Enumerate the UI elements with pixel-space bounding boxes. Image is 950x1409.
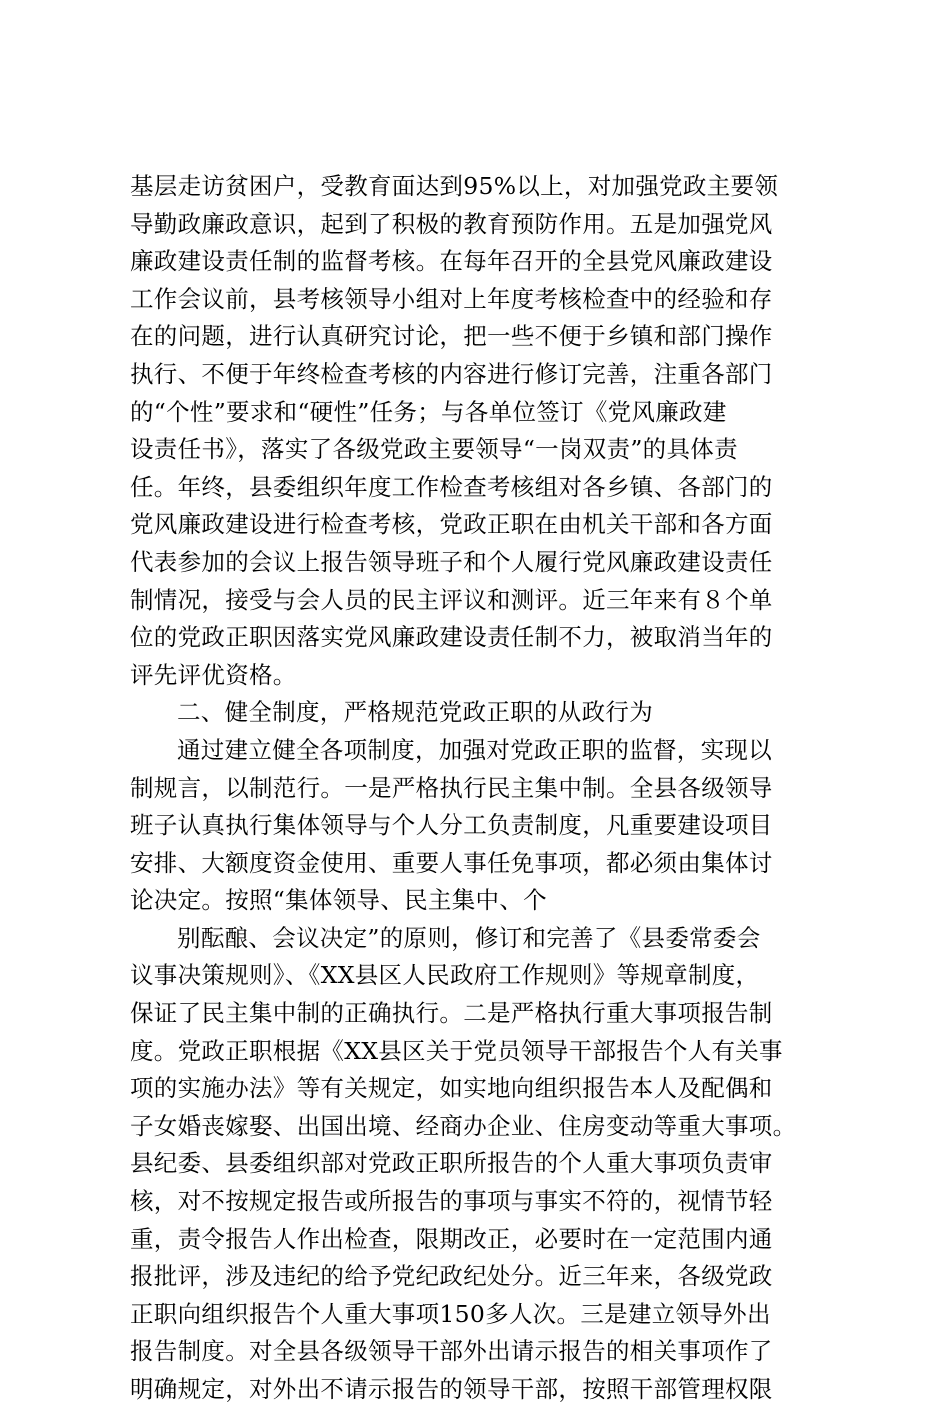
text-line: 项的实施办法》等有关规定，如实地向组织报告本人及配偶和 <box>130 1074 773 1103</box>
text-line: 任。年终，县委组织年度工作检查考核组对各乡镇、各部门的 <box>130 472 773 501</box>
text-line: 议事决策规则》、《XX县区人民政府工作规则》等规章制度， <box>130 961 760 990</box>
text-line: 党风廉政建设进行检查考核，党政正职在由机关干部和各方面 <box>130 510 773 539</box>
text-line: 重，责令报告人作出检查，限期改正，必要时在一定范围内通 <box>130 1224 773 1253</box>
text-line: 的“个性”要求和“硬性”任务；与各单位签订《党风廉政建 <box>130 397 727 426</box>
text-line: 班子认真执行集体领导与个人分工负责制度，凡重要建设项目 <box>130 811 773 840</box>
text-line: 通过建立健全各项制度，加强对党政正职的监督，实现以 <box>177 735 772 764</box>
text-line: 制情况，接受与会人员的民主评议和测评。近三年来有８个单 <box>130 585 773 614</box>
text-line: 子女婚丧嫁娶、出国出境、经商办企业、住房变动等重大事项。 <box>130 1111 797 1140</box>
text-line: 报批评，涉及违纪的给予党纪政纪处分。近三年来，各级党政 <box>130 1262 773 1291</box>
text-line: 明确规定，对外出不请示报告的领导干部，按照干部管理权限 <box>130 1375 773 1403</box>
text-line: 保证了民主集中制的正确执行。二是严格执行重大事项报告制 <box>130 999 773 1028</box>
text-line: 安排、大额度资金使用、重要人事任免事项，都必须由集体讨 <box>130 848 773 877</box>
text-line: 度。党政正职根据《XX县区关于党员领导干部报告个人有关事 <box>130 1036 783 1065</box>
text-line: 位的党政正职因落实党风廉政建设责任制不力，被取消当年的 <box>130 623 773 652</box>
text-line: 县纪委、县委组织部对党政正职所报告的个人重大事项负责审 <box>130 1149 773 1178</box>
text-line: 正职向组织报告个人重大事项150多人次。三是建立领导外出 <box>130 1299 771 1328</box>
text-line: 核，对不按规定报告或所报告的事项与事实不符的，视情节轻 <box>130 1187 773 1216</box>
text-line: 执行、不便于年终检查考核的内容进行修订完善，注重各部门 <box>130 359 773 388</box>
text-line: 别酝酿、会议决定”的原则，修订和完善了《县委常委会 <box>177 923 761 952</box>
text-line: 论决定。按照“集体领导、民主集中、个 <box>130 886 547 915</box>
section-heading: 二、健全制度，严格规范党政正职的从政行为 <box>177 698 653 727</box>
text-line: 廉政建设责任制的监督考核。在每年召开的全县党风廉政建设 <box>130 247 773 276</box>
text-line: 基层走访贫困户，受教育面达到95%以上，对加强党政主要领 <box>130 172 779 200</box>
text-line: 工作会议前，县考核领导小组对上年度考核检查中的经验和存 <box>130 284 773 313</box>
text-line: 评先评优资格。 <box>130 660 297 689</box>
text-line: 报告制度。对全县各级领导干部外出请示报告的相关事项作了 <box>130 1337 773 1366</box>
text-line: 设责任书》，落实了各级党政主要领导“一岗双责”的具体责 <box>130 435 738 464</box>
body-text <box>130 168 830 1409</box>
text-line: 导勤政廉政意识，起到了积极的教育预防作用。五是加强党风 <box>130 209 773 238</box>
text-line: 代表参加的会议上报告领导班子和个人履行党风廉政建设责任 <box>130 547 773 576</box>
text-line: 制规言，以制范行。一是严格执行民主集中制。全县各级领导 <box>130 773 773 802</box>
text-line: 在的问题，进行认真研究讨论，把一些不便于乡镇和部门操作 <box>130 322 773 351</box>
